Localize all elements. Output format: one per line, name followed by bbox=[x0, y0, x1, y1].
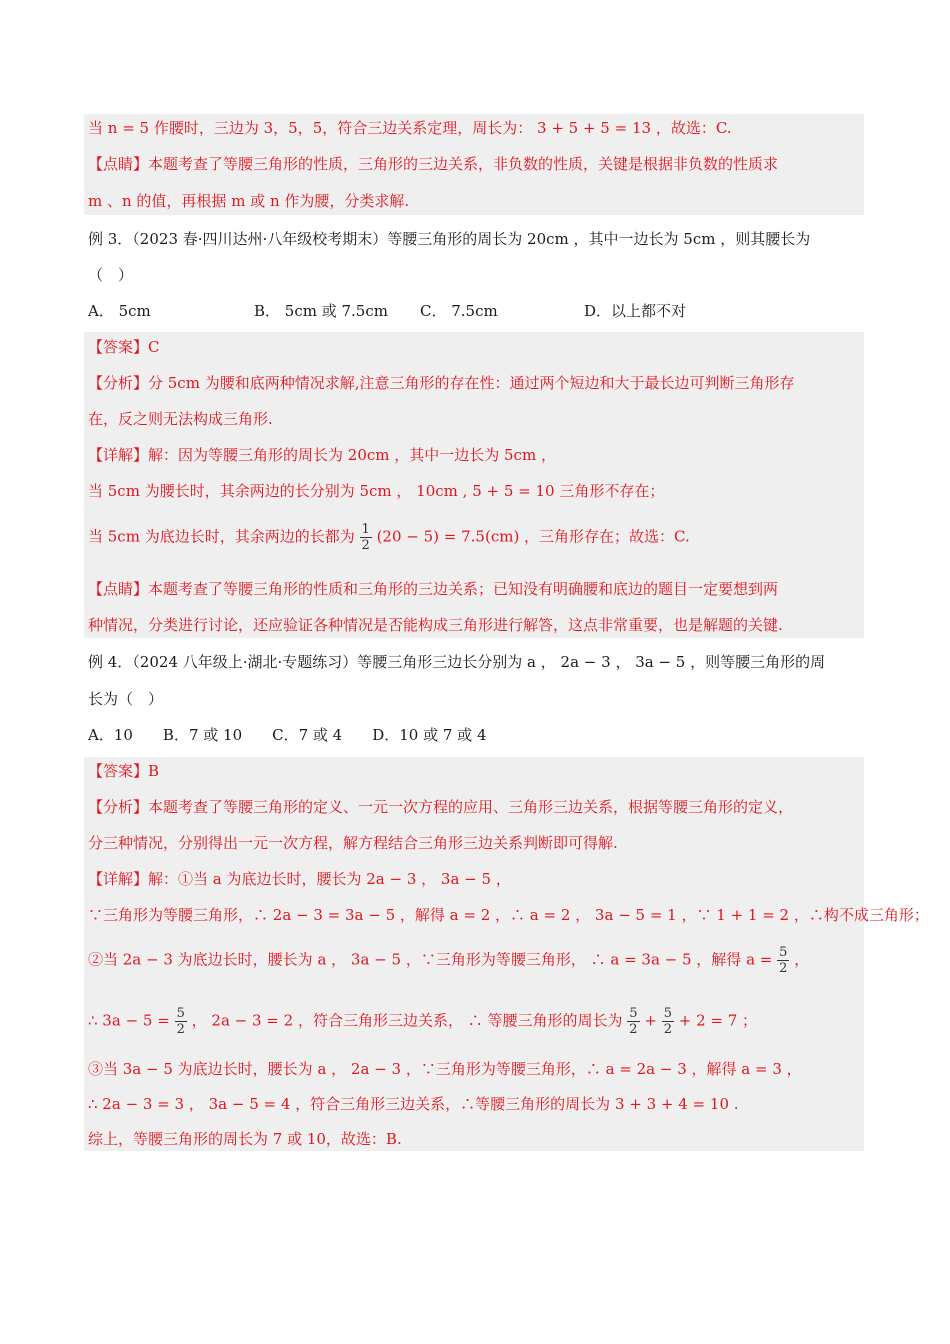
detail-line bbox=[88, 945, 809, 976]
fraction bbox=[777, 945, 789, 976]
detail-line: 【详解】解：因为等腰三角形的周长为 20cm ，其中一边长为 5cm ， bbox=[88, 446, 556, 464]
option-a: A． 5cm bbox=[88, 302, 151, 320]
fraction bbox=[360, 522, 372, 553]
conclusion-line: 综上，等腰三角形的周长为 7 或 10，故选：B. bbox=[88, 1130, 402, 1148]
fraction-numerator: 5 bbox=[629, 1006, 638, 1021]
answer-line: 【答案】B bbox=[88, 762, 160, 780]
analysis-line: 分三种情况，分别得出一元一次方程，解方程结合三角形三边关系判断即可得解. bbox=[88, 834, 618, 852]
detail-text: + bbox=[644, 1011, 657, 1030]
fraction-numerator: 5 bbox=[663, 1006, 672, 1021]
option-d: D．以上都不对 bbox=[584, 302, 687, 320]
detail-text: ， 2a − 3 = 2 ，符合三角形三边关系， ∴ 等腰三角形的周长为 bbox=[191, 1011, 623, 1030]
question-text: 例 3．（2023 春·四川达州·八年级校考期末）等腰三角形的周长为 20cm ，其中一边长为 5cm ，则其腰长为 bbox=[88, 230, 811, 248]
solution-line: 当 n = 5 作腰时，三边为 3，5，5，符合三边关系定理，周长为： 3 + 5 + 5 = 13 ，故选：C. bbox=[88, 119, 732, 137]
detail-line: ∵三角形为等腰三角形，∴ 2a − 3 = 3a − 5 ，解得 a = 2 ，∴ a = 2 ， 3a − 5 = 1 ，∵ 1 + 1 = 2 ，∴构不成三角形； bbox=[88, 906, 929, 924]
question-text: （ ） bbox=[88, 266, 134, 284]
detail-line: 【详解】解：①当 a 为底边长时，腰长为 2a − 3 ， 3a − 5 ， bbox=[88, 870, 511, 888]
analysis-line: 【分析】分 5cm 为腰和底两种情况求解,注意三角形的存在性：通过两个短边和大于最长边可判断三角形存 bbox=[88, 374, 795, 392]
fraction bbox=[662, 1006, 674, 1037]
note-line: 种情况，分类进行讨论，还应验证各种情况是否能构成三角形进行解答，这点非常重要，也是解题的关键. bbox=[88, 616, 783, 634]
note-line: 【点睛】本题考查了等腰三角形的性质，三角形的三边关系，非负数的性质，关键是根据非负数的性质求 bbox=[88, 155, 779, 173]
note-line: m 、n 的值，再根据 m 或 n 作为腰，分类求解. bbox=[88, 192, 410, 210]
question-text: 长为（ ） bbox=[88, 690, 164, 708]
option-b: B． 5cm 或 7.5cm bbox=[254, 302, 388, 320]
fraction-denominator: 2 bbox=[663, 1022, 672, 1037]
detail-text: ∴ 3a − 5 = bbox=[88, 1011, 170, 1030]
fraction-denominator: 2 bbox=[629, 1022, 638, 1037]
detail-text: (20 − 5) = 7.5(cm) ，三角形存在；故选：C. bbox=[376, 527, 690, 546]
option-c: C． 7.5cm bbox=[420, 302, 498, 320]
detail-line: 当 5cm 为腰长时，其余两边的长分别为 5cm ， 10cm , 5 + 5 = 10 三角形不存在； bbox=[88, 482, 665, 500]
fraction-denominator: 2 bbox=[176, 1022, 185, 1037]
fraction-denominator: 2 bbox=[779, 961, 788, 976]
detail-line: ∴ 2a − 3 = 3 ， 3a − 5 = 4 ，符合三角形三边关系，∴等腰三角形的周长为 3 + 3 + 4 = 10 . bbox=[88, 1095, 739, 1113]
fraction-numerator: 5 bbox=[779, 945, 788, 960]
options-line: A．10 B．7 或 10 C．7 或 4 D．10 或 7 或 4 bbox=[88, 726, 487, 744]
note-line: 【点睛】本题考查了等腰三角形的性质和三角形的三边关系；已知没有明确腰和底边的题目一定要想到两 bbox=[88, 580, 779, 598]
fraction bbox=[175, 1006, 187, 1037]
question-text: 例 4．（2024 八年级上·湖北·专题练习）等腰三角形三边长分别为 a ， 2a − 3 ， 3a − 5 ，则等腰三角形的周 bbox=[88, 653, 826, 671]
detail-text: 当 5cm 为底边长时，其余两边的长都为 bbox=[88, 527, 355, 546]
detail-text: + 2 = 7 ； bbox=[678, 1011, 758, 1030]
fraction bbox=[627, 1006, 639, 1037]
fraction-denominator: 2 bbox=[361, 538, 370, 553]
detail-text: ， bbox=[794, 950, 810, 969]
fraction-numerator: 1 bbox=[361, 522, 370, 537]
detail-line bbox=[88, 522, 690, 553]
analysis-line: 【分析】本题考查了等腰三角形的定义、一元一次方程的应用、三角形三边关系，根据等腰三角形的定义， bbox=[88, 798, 794, 816]
detail-text: ②当 2a − 3 为底边长时，腰长为 a ， 3a − 5 ，∵三角形为等腰三角形， ∴ a = 3a − 5 ，解得 a = bbox=[88, 950, 773, 969]
fraction-numerator: 5 bbox=[176, 1006, 185, 1021]
detail-line bbox=[88, 1006, 757, 1037]
answer-line: 【答案】C bbox=[88, 338, 160, 356]
analysis-line: 在，反之则无法构成三角形. bbox=[88, 410, 273, 428]
detail-line: ③当 3a − 5 为底边长时，腰长为 a ， 2a − 3 ，∵三角形为等腰三角形，∴ a = 2a − 3 ，解得 a = 3 ， bbox=[88, 1060, 802, 1078]
